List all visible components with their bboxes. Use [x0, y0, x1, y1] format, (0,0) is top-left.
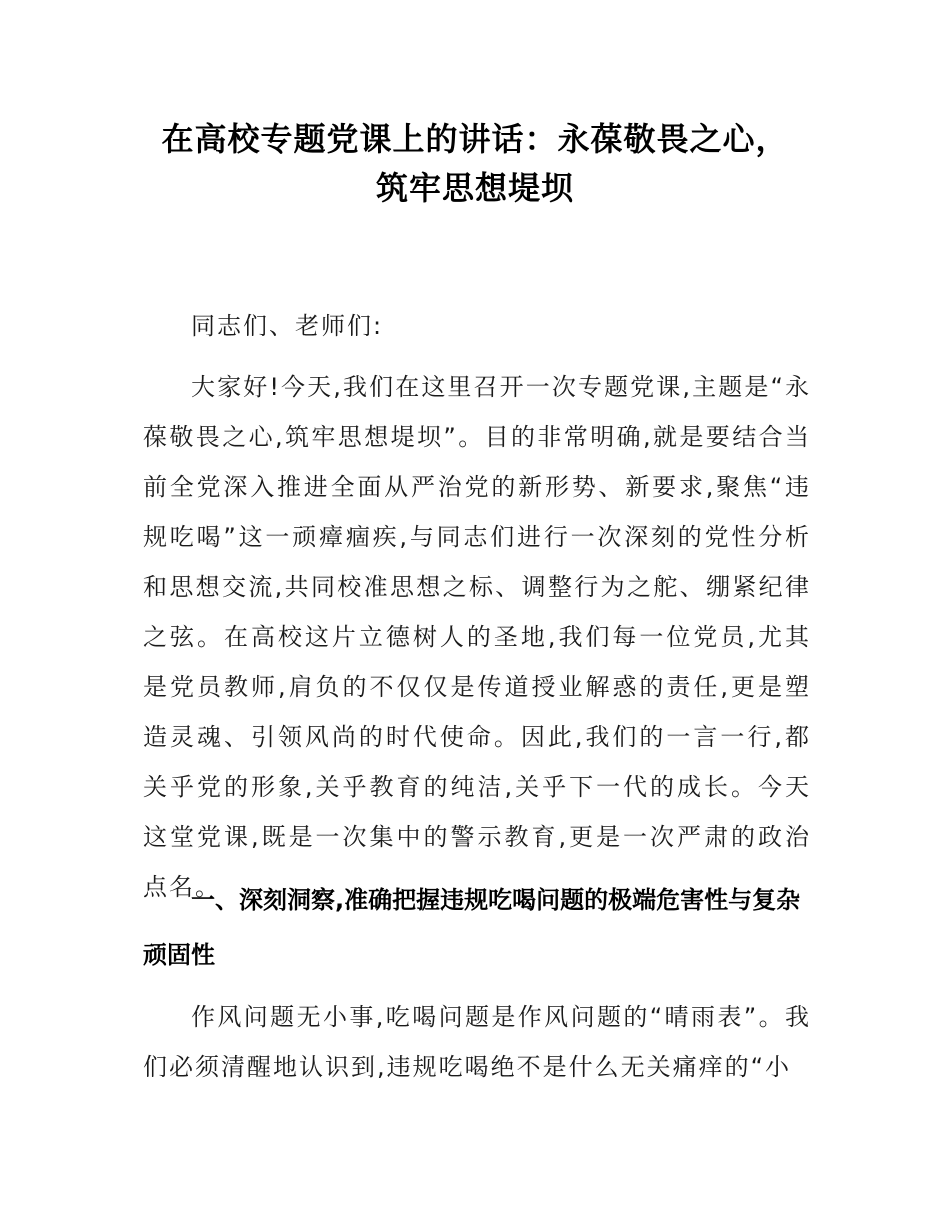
section-1-heading: 一、深刻洞察,准确把握违规吃喝问题的极端危害性与复杂顽固性 — [143, 886, 801, 969]
document-title-line-1: 在高校专题党课上的讲话：永葆敬畏之心， — [161, 120, 789, 158]
document-title-line-2: 筑牢思想堤坝 — [375, 169, 574, 207]
section-1-paragraph-1: 作风问题无小事,吃喝问题是作风问题的“晴雨表”。我们必须清醒地认识到,违规吃喝绝不是什么无关痛痒的“小 — [143, 1003, 811, 1081]
salutation: 同志们、老师们: — [191, 312, 384, 340]
intro-paragraph: 大家好!今天,我们在这里召开一次专题党课,主题是“永葆敬畏之心,筑牢思想堤坝”。目的非常明确,就是要结合当前全党深入推进全面从严治党的新形势、新要求,聚焦“违规吃喝”这一顽瘴痼疾,与同志们进行一次深刻的党性分析和思想交流,共同校准思想之标、调整行为之舵、绷紧纪律之弦。在高校这片立德树人的圣地,我们每一位党员,尤其是党员教师,肩负的不仅仅是传道授业解惑的责任,更是塑造灵魂、引领风尚的时代使命。因此,我们的一言一行,都关乎党的形象,关乎教育的纯洁,关乎下一代的成长。今天这堂党课,既是一次集中的警示教育,更是一次严肃的政治点名。 — [143, 373, 811, 901]
